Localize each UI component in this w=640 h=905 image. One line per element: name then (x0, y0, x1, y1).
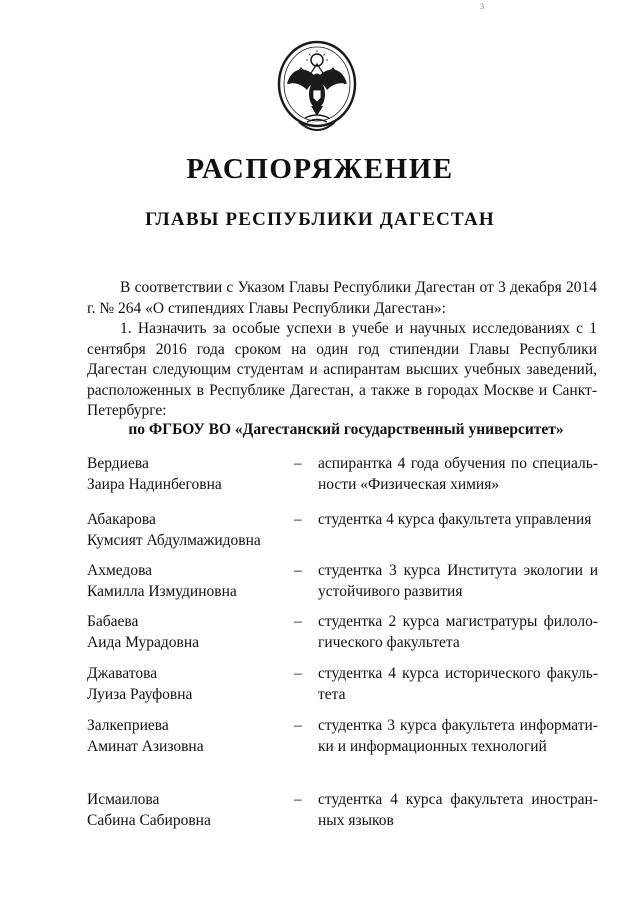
coat-of-arms-eagle-icon (275, 38, 359, 138)
student-given-name: Кумсият Абдулмажидовна (87, 531, 261, 549)
dash-separator: – (294, 455, 302, 472)
student-given-name: Аида Мурадовна (87, 633, 200, 651)
description-line: гического факультета (318, 633, 460, 651)
student-description (318, 510, 598, 531)
student-name (87, 716, 287, 757)
student-description (318, 790, 598, 831)
student-surname: Исмаилова (87, 791, 160, 808)
student-surname: Бабаева (87, 613, 139, 630)
student-surname: Вердиева (87, 455, 149, 472)
student-description (318, 664, 598, 705)
description-line: ности «Физическая химия» (318, 475, 500, 493)
document-title: РАСПОРЯЖЕНИЕ (186, 153, 454, 185)
student-name (87, 510, 287, 551)
dash-separator: – (294, 562, 302, 579)
description-line: студентка 2 курса магистратуры филоло- (318, 613, 598, 630)
description-line: аспирантка 4 года обучения по специаль- (318, 455, 598, 472)
student-given-name: Луиза Рауфовна (87, 685, 193, 703)
description-line: студентка 4 курса исторического факуль- (318, 665, 598, 682)
description-line: студентка 3 курса факультета информати- (318, 717, 598, 734)
student-given-name: Аминат Азизовна (87, 737, 204, 755)
description-line: ки и информационных технологий (318, 737, 547, 755)
description-line: ных языков (318, 811, 394, 829)
student-surname: Джаватова (87, 665, 158, 682)
student-description (318, 716, 598, 757)
student-description (318, 454, 598, 495)
description-line: студентка 4 курса факультета управления (318, 511, 592, 528)
student-name (87, 790, 287, 831)
student-name (87, 454, 287, 495)
dash-separator: – (294, 665, 302, 682)
dash-separator: – (294, 717, 302, 734)
page-number: 3 (480, 2, 484, 11)
student-given-name: Камилла Измудиновна (87, 582, 237, 600)
description-line: студентка 4 курса факультета иностран- (318, 791, 598, 808)
student-name (87, 561, 287, 602)
student-given-name: Заира Надинбеговна (87, 475, 222, 493)
paragraph-order: 1. Назначить за особые успехи в учебе и научных исследованиях с 1 сентября 2016 года сроком на один год стипендии Главы Республики Дагестан следующим студентам и аспирантам высших учебных заведений, расположенных в Республике Дагестан, а также в городах Москве и Санкт-Петербурге: (87, 320, 597, 419)
dash-separator: – (294, 791, 302, 808)
description-line: тета (318, 685, 346, 703)
student-name (87, 664, 287, 705)
dash-separator: – (294, 613, 302, 630)
paragraph-preamble: В соответствии с Указом Главы Республики Дагестан от 3 декабря 2014 г. № 264 «О стипендиях Главы Республики Дагестан»: (87, 279, 597, 317)
document-subtitle: ГЛАВЫ РЕСПУБЛИКИ ДАГЕСТАН (145, 209, 495, 230)
body-text (87, 278, 597, 422)
student-given-name: Сабина Сабировна (87, 811, 211, 829)
student-description (318, 561, 598, 602)
description-line: студентка 3 курса Института экологии и (318, 562, 598, 579)
dash-separator: – (294, 511, 302, 528)
student-surname: Абакарова (87, 511, 156, 528)
student-name (87, 612, 287, 653)
section-title: по ФГБОУ ВО «Дагестанский государственный университет» (128, 421, 564, 438)
student-surname: Залкеприева (87, 717, 169, 734)
description-line: устойчивого развития (318, 582, 463, 600)
student-description (318, 612, 598, 653)
student-surname: Ахмедова (87, 562, 153, 579)
